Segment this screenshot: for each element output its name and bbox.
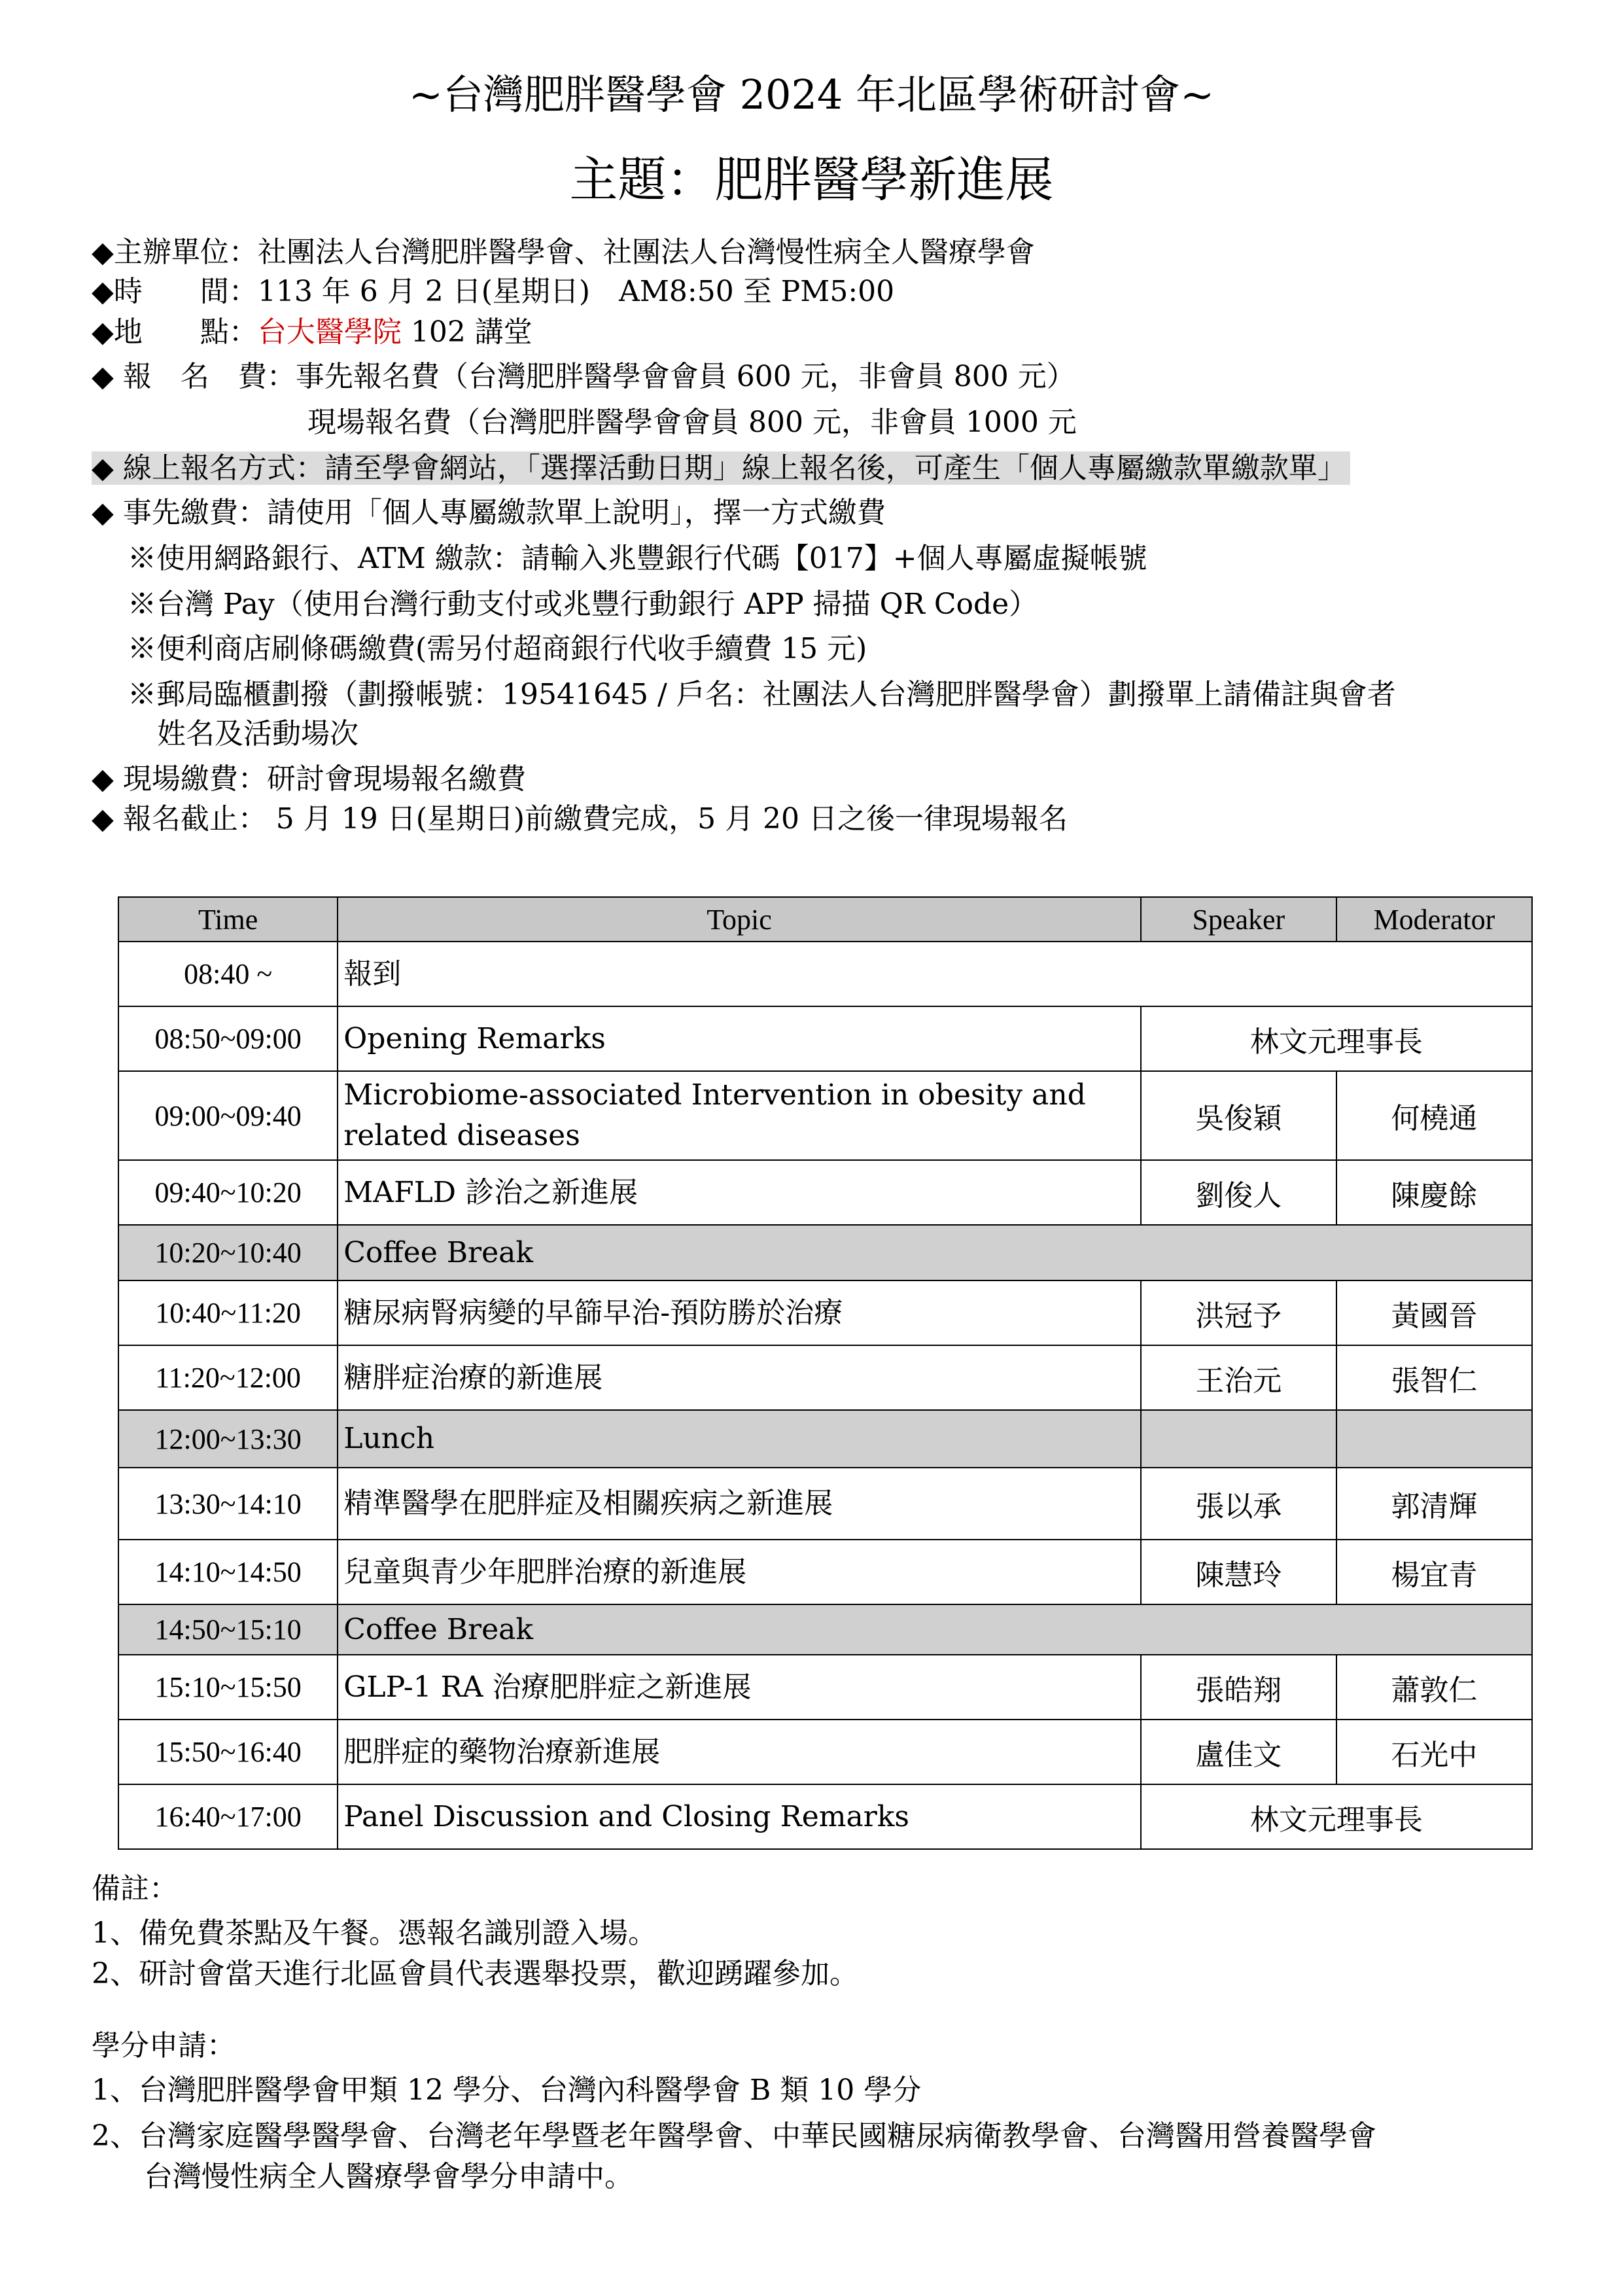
row-time: 08:50~09:00 — [118, 1006, 338, 1071]
row-topic: MAFLD 診治之新進展 — [338, 1160, 1141, 1225]
schedule-header-row — [118, 897, 1532, 942]
row-moderator: 陳慶餘 — [1336, 1160, 1532, 1225]
row-time: 12:00~13:30 — [118, 1410, 338, 1468]
payment-option-post-office-cont: 姓名及活動場次 — [157, 717, 358, 751]
venue-highlight: 台大醫學院 — [257, 315, 402, 349]
row-time: 14:50~15:10 — [118, 1604, 338, 1655]
row-speaker: 洪冠予 — [1141, 1280, 1336, 1345]
row-topic: GLP-1 RA 治療肥胖症之新進展 — [338, 1655, 1141, 1720]
schedule-table — [118, 896, 1533, 1850]
table-row — [118, 1345, 1532, 1410]
remark-item: 2、研討會當天進行北區會員代表選舉投票，歡迎踴躍參加。 — [92, 1957, 858, 1990]
row-time: 11:20~12:00 — [118, 1345, 338, 1410]
row-speaker-moderator: 林文元理事長 — [1141, 1006, 1532, 1071]
credits-title: 學分申請： — [92, 2029, 236, 2062]
row-topic: 精準醫學在肥胖症及相關疾病之新進展 — [338, 1468, 1141, 1540]
row-speaker: 張以承 — [1141, 1468, 1336, 1540]
row-topic: Coffee Break — [338, 1604, 1532, 1655]
row-time: 09:40~10:20 — [118, 1160, 338, 1225]
table-row — [118, 1071, 1532, 1160]
row-speaker-moderator: 林文元理事長 — [1141, 1784, 1532, 1849]
fee-line: ◆ 報 名 費：事先報名費（台灣肥胖醫學會會員 600 元，非會員 800 元） — [92, 360, 1075, 393]
payment-option-convenience-store: ※便利商店刷條碼繳費(需另付超商銀行代收手續費 15 元) — [128, 632, 867, 665]
row-time: 09:00~09:40 — [118, 1071, 338, 1160]
row-time: 10:40~11:20 — [118, 1280, 338, 1345]
row-moderator-empty — [1336, 1410, 1532, 1468]
row-speaker: 陳慧玲 — [1141, 1540, 1336, 1604]
row-topic: 報到 — [338, 942, 1532, 1006]
credit-item: 2、台灣家庭醫學醫學會、台灣老年學暨老年醫學會、中華民國糖尿病衛教學會、台灣醫用營養醫學會 — [92, 2119, 1376, 2153]
row-moderator: 蕭敦仁 — [1336, 1655, 1532, 1720]
table-row — [118, 1006, 1532, 1071]
row-moderator: 郭清輝 — [1336, 1468, 1532, 1540]
online-registration-text: ◆ 線上報名方式：請至學會網站，「選擇活動日期」線上報名後，可產生「個人專屬繳款單繳款單」 — [92, 451, 1350, 485]
row-speaker: 王治元 — [1141, 1345, 1336, 1410]
document-title: ~台灣肥胖醫學會 2024 年北區學術研討會~ — [408, 71, 1215, 118]
table-row — [118, 1540, 1532, 1604]
row-topic: Panel Discussion and Closing Remarks — [338, 1784, 1141, 1849]
venue-label: ◆地 點： — [92, 315, 258, 349]
row-speaker: 劉俊人 — [1141, 1160, 1336, 1225]
row-topic: Coffee Break — [338, 1225, 1532, 1280]
row-topic: 糖尿病腎病變的早篩早治-預防勝於治療 — [338, 1280, 1141, 1345]
row-moderator: 楊宜青 — [1336, 1540, 1532, 1604]
row-moderator: 石光中 — [1336, 1720, 1532, 1784]
row-speaker-empty — [1141, 1410, 1336, 1468]
row-time: 16:40~17:00 — [118, 1784, 338, 1849]
payment-option-post-office: ※郵局臨櫃劃撥（劃撥帳號：19541645 / 戶名：社團法人台灣肥胖醫學會）劃撥單上請備註與會者 — [128, 678, 1396, 711]
row-moderator: 張智仁 — [1336, 1345, 1532, 1410]
venue-room: 102 講堂 — [401, 315, 532, 349]
row-time: 13:30~14:10 — [118, 1468, 338, 1540]
document-subtitle: 主題：肥胖醫學新進展 — [569, 152, 1054, 208]
row-moderator: 何橈通 — [1336, 1071, 1532, 1160]
row-time: 10:20~10:40 — [118, 1225, 338, 1280]
row-time: 08:40 ~ — [118, 942, 338, 1006]
row-time: 15:10~15:50 — [118, 1655, 338, 1720]
table-row — [118, 1280, 1532, 1345]
row-topic: 肥胖症的藥物治療新進展 — [338, 1720, 1141, 1784]
header-speaker: Speaker — [1141, 897, 1336, 942]
row-speaker: 吳俊穎 — [1141, 1071, 1336, 1160]
credit-item: 1、台灣肥胖醫學會甲類 12 學分、台灣內科醫學會 B 類 10 學分 — [92, 2074, 922, 2107]
table-row — [118, 1225, 1532, 1280]
row-topic: 兒童與青少年肥胖治療的新進展 — [338, 1540, 1141, 1604]
organizer-line: ◆主辦單位：社團法人台灣肥胖醫學會、社團法人台灣慢性病全人醫療學會 — [92, 236, 1035, 269]
table-row — [118, 1410, 1532, 1468]
row-moderator: 黃國晉 — [1336, 1280, 1532, 1345]
row-topic: Opening Remarks — [338, 1006, 1141, 1071]
header-time: Time — [118, 897, 338, 942]
table-row — [118, 1655, 1532, 1720]
payment-option-taiwan-pay: ※台灣 Pay（使用台灣行動支付或兆豐行動銀行 APP 掃描 QR Code） — [128, 588, 1038, 621]
row-topic: Microbiome-associated Intervention in obesity and related diseases — [338, 1071, 1141, 1160]
credit-item-cont: 台灣慢性病全人醫療學會學分申請中。 — [144, 2160, 633, 2193]
remarks-title: 備註： — [92, 1872, 178, 1905]
onsite-fee-line: 現場報名費（台灣肥胖醫學會會員 800 元，非會員 1000 元 — [307, 406, 1077, 439]
table-row — [118, 1720, 1532, 1784]
row-topic: 糖胖症治療的新進展 — [338, 1345, 1141, 1410]
onsite-payment-line: ◆ 現場繳費：研討會現場報名繳費 — [92, 762, 526, 796]
table-row — [118, 1468, 1532, 1540]
row-speaker: 盧佳文 — [1141, 1720, 1336, 1784]
row-time: 14:10~14:50 — [118, 1540, 338, 1604]
table-row — [118, 942, 1532, 1006]
deadline-line: ◆ 報名截止： 5 月 19 日(星期日)前繳費完成，5 月 20 日之後一律現場報名 — [92, 802, 1068, 836]
row-speaker: 張皓翔 — [1141, 1655, 1336, 1720]
venue-line — [92, 312, 532, 353]
payment-option-atm: ※使用網路銀行、ATM 繳款：請輸入兆豐銀行代碼【017】+個人專屬虛擬帳號 — [128, 542, 1147, 575]
header-topic: Topic — [338, 897, 1141, 942]
table-row — [118, 1784, 1532, 1849]
row-time: 15:50~16:40 — [118, 1720, 338, 1784]
prepay-line: ◆ 事先繳費：請使用「個人專屬繳款單上說明」，擇一方式繳費 — [92, 496, 886, 529]
remark-item: 1、備免費茶點及午餐。憑報名識別證入場。 — [92, 1916, 657, 1950]
header-moderator: Moderator — [1336, 897, 1532, 942]
row-topic: Lunch — [338, 1410, 1141, 1468]
table-row — [118, 1604, 1532, 1655]
time-line: ◆時 間：113 年 6 月 2 日(星期日) AM8:50 至 PM5:00 — [92, 275, 895, 308]
table-row — [118, 1160, 1532, 1225]
online-registration-line — [92, 448, 1350, 489]
